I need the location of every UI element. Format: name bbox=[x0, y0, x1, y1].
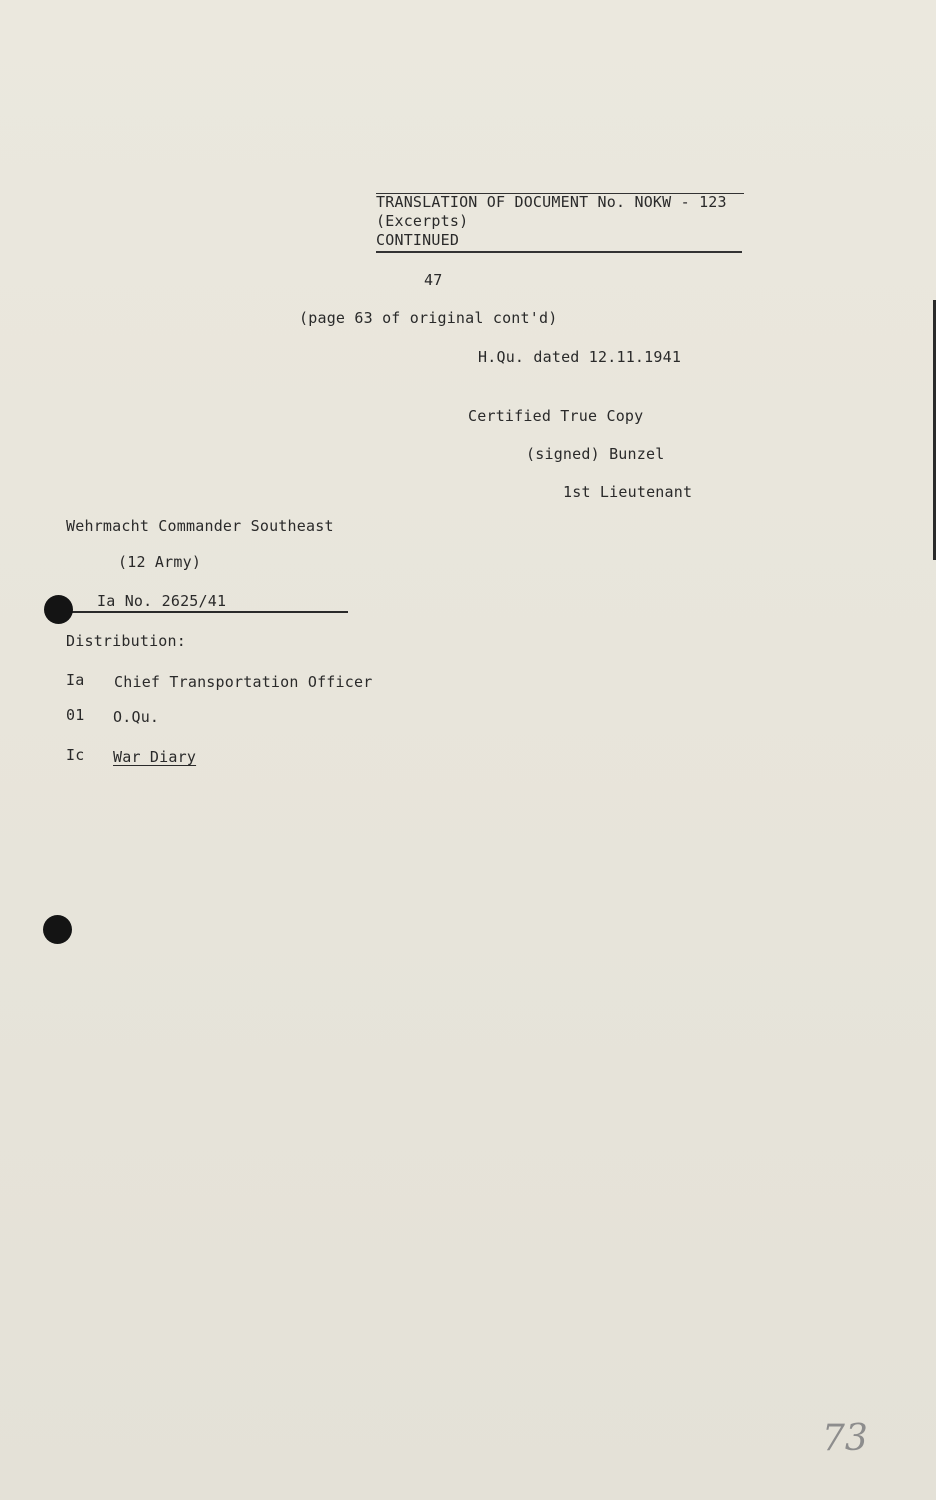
header-continued: CONTINUED bbox=[376, 231, 460, 249]
reference-rule bbox=[70, 611, 348, 613]
sender-ref: Ia No. 2625/41 bbox=[97, 592, 227, 610]
distribution-recipient: Chief Transportation Officer bbox=[114, 673, 373, 691]
distribution-code: 01 bbox=[66, 706, 85, 724]
header-rule-bottom bbox=[376, 251, 742, 253]
page-note: (page 63 of original cont'd) bbox=[299, 309, 558, 327]
punch-hole bbox=[44, 595, 73, 624]
sender-name: Wehrmacht Commander Southeast bbox=[66, 517, 334, 535]
hq-dated: H.Qu. dated 12.11.1941 bbox=[478, 348, 682, 366]
handwritten-page-number: 73 bbox=[822, 1418, 868, 1459]
certified-rank: 1st Lieutenant bbox=[563, 483, 693, 501]
sender-army: (12 Army) bbox=[118, 553, 202, 571]
distribution-recipient: O.Qu. bbox=[113, 708, 160, 726]
distribution-recipient: War Diary bbox=[113, 748, 197, 766]
certified-label: Certified True Copy bbox=[468, 407, 644, 425]
distribution-code: Ia bbox=[66, 671, 85, 689]
page-number: 47 bbox=[424, 271, 443, 289]
punch-hole bbox=[43, 915, 72, 944]
distribution-heading: Distribution: bbox=[66, 632, 186, 650]
certified-signed: (signed) Bunzel bbox=[526, 445, 665, 463]
header-excerpts: (Excerpts) bbox=[376, 212, 469, 230]
header-title: TRANSLATION OF DOCUMENT No. NOKW - 123 bbox=[376, 193, 727, 211]
distribution-code: Ic bbox=[66, 746, 85, 764]
